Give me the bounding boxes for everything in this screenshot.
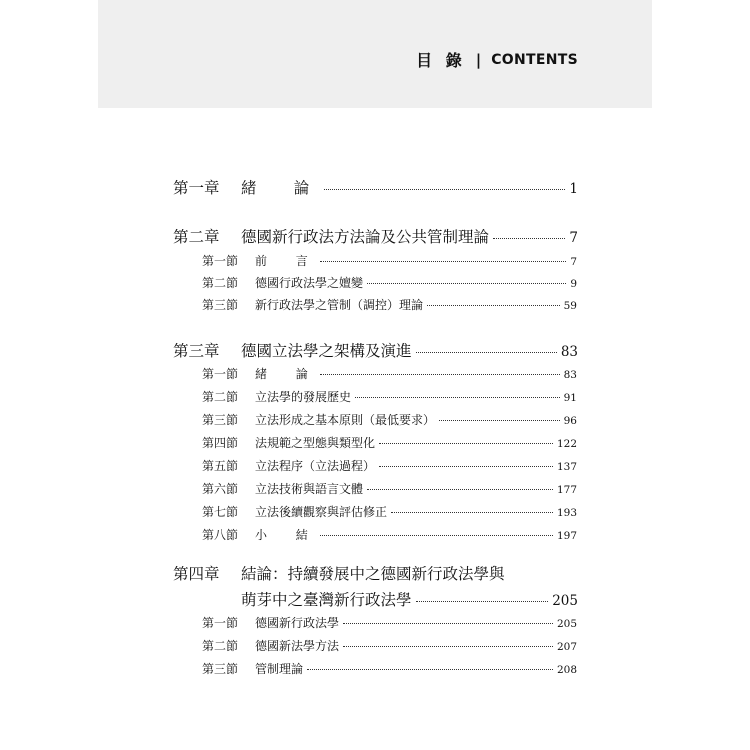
toc-chapter-4-line2[interactable]: [241, 588, 578, 610]
page-number: 208: [556, 664, 577, 676]
section-title: 立法技術與語言文體: [255, 482, 364, 496]
page-number: 59: [563, 300, 577, 312]
page-number: 96: [563, 415, 577, 427]
page-number: 9: [570, 278, 577, 290]
dot-leader: [367, 283, 566, 284]
dot-leader: [307, 669, 553, 670]
page-number: 1: [569, 181, 578, 197]
section-number: 第一節: [202, 367, 239, 381]
dot-leader: [320, 535, 553, 536]
toc-section[interactable]: [202, 434, 577, 451]
toc-chapter-1[interactable]: [173, 176, 578, 198]
section-number: 第一節: [202, 254, 239, 268]
section-title: 小 結: [255, 528, 317, 542]
header-separator: |: [475, 50, 482, 69]
section-title: 德國新行政法學: [255, 616, 340, 630]
section-title: 新行政法學之管制（調控）理論: [255, 298, 424, 312]
toc-section[interactable]: [202, 637, 577, 654]
section-title: 法規範之型態與類型化: [255, 436, 376, 450]
section-number: 第一節: [202, 616, 239, 630]
page-number: 137: [556, 461, 577, 473]
toc-chapter-3[interactable]: [173, 339, 578, 361]
dot-leader: [416, 601, 549, 602]
section-title: 前 言: [255, 254, 317, 268]
dot-leader: [343, 646, 553, 647]
page-number: 83: [563, 369, 577, 381]
page-number: 205: [556, 618, 577, 630]
chapter-number: 第一章: [173, 179, 220, 197]
section-title: 緒 論: [255, 367, 317, 381]
dot-leader: [439, 420, 560, 421]
dot-leader: [320, 261, 566, 262]
section-title: 管制理論: [255, 662, 304, 676]
toc-section[interactable]: [202, 614, 577, 631]
dot-leader: [320, 374, 559, 375]
toc-section[interactable]: [202, 660, 577, 677]
section-title: 立法後續觀察與評估修正: [255, 505, 388, 519]
dot-leader: [379, 443, 553, 444]
header-title-zh: 目 錄: [416, 51, 466, 70]
toc-section[interactable]: [202, 526, 577, 543]
section-number: 第四節: [202, 436, 239, 450]
toc-section[interactable]: [202, 480, 577, 497]
section-number: 第五節: [202, 459, 239, 473]
page-number: 177: [556, 484, 577, 496]
toc-section[interactable]: [202, 252, 577, 269]
section-number: 第三節: [202, 298, 239, 312]
toc-section[interactable]: [202, 457, 577, 474]
toc-section[interactable]: [202, 411, 577, 428]
section-number: 第三節: [202, 662, 239, 676]
header-title-en: CONTENTS: [491, 51, 578, 68]
section-title: 立法程序（立法過程）: [255, 459, 376, 473]
toc-section[interactable]: [202, 296, 577, 313]
page-number: 7: [569, 230, 578, 246]
dot-leader: [416, 352, 557, 353]
table-of-contents: [98, 0, 652, 750]
chapter-title: 德國新行政法方法論及公共管制理論: [241, 228, 490, 246]
chapter-number: 第二章: [173, 228, 220, 246]
section-number: 第七節: [202, 505, 239, 519]
dot-leader: [427, 305, 560, 306]
section-number: 第八節: [202, 528, 239, 542]
section-number: 第二節: [202, 639, 239, 653]
section-number: 第三節: [202, 413, 239, 427]
page-number: 193: [556, 507, 577, 519]
section-number: 第二節: [202, 390, 239, 404]
dot-leader: [379, 466, 553, 467]
section-title: 立法學的發展歷史: [255, 390, 352, 404]
section-number: 第二節: [202, 276, 239, 290]
page-number: 83: [560, 344, 578, 360]
chapter-number: 第三章: [173, 342, 220, 360]
dot-leader: [367, 489, 553, 490]
chapter-title-line2: 萌芽中之臺灣新行政法學: [241, 591, 412, 609]
dot-leader: [343, 623, 553, 624]
dot-leader: [493, 238, 565, 239]
page-number: 205: [552, 593, 578, 609]
toc-section[interactable]: [202, 365, 577, 382]
page-number: 91: [563, 392, 577, 404]
dot-leader: [391, 512, 553, 513]
chapter-title: 緒 論: [241, 179, 321, 197]
dot-leader: [355, 397, 560, 398]
chapter-number: 第四章: [173, 565, 220, 583]
toc-chapter-2[interactable]: [173, 225, 578, 247]
section-title: 立法形成之基本原則（最低要求）: [255, 413, 436, 427]
toc-section[interactable]: [202, 274, 577, 291]
toc-section[interactable]: [202, 503, 577, 520]
toc-section[interactable]: [202, 388, 577, 405]
section-title: 德國行政法學之嬗變: [255, 276, 364, 290]
book-page: [98, 0, 652, 750]
section-title: 德國新法學方法: [255, 639, 340, 653]
page-number: 122: [556, 438, 577, 450]
section-number: 第六節: [202, 482, 239, 496]
dot-leader: [324, 189, 565, 190]
page-number: 7: [570, 256, 577, 268]
chapter-title-line1: 結論：持續發展中之德國新行政法學與: [241, 565, 505, 583]
page-number: 197: [556, 530, 577, 542]
toc-chapter-4-line1[interactable]: [173, 562, 505, 584]
chapter-title: 德國立法學之架構及演進: [241, 342, 412, 360]
page-number: 207: [556, 641, 577, 653]
